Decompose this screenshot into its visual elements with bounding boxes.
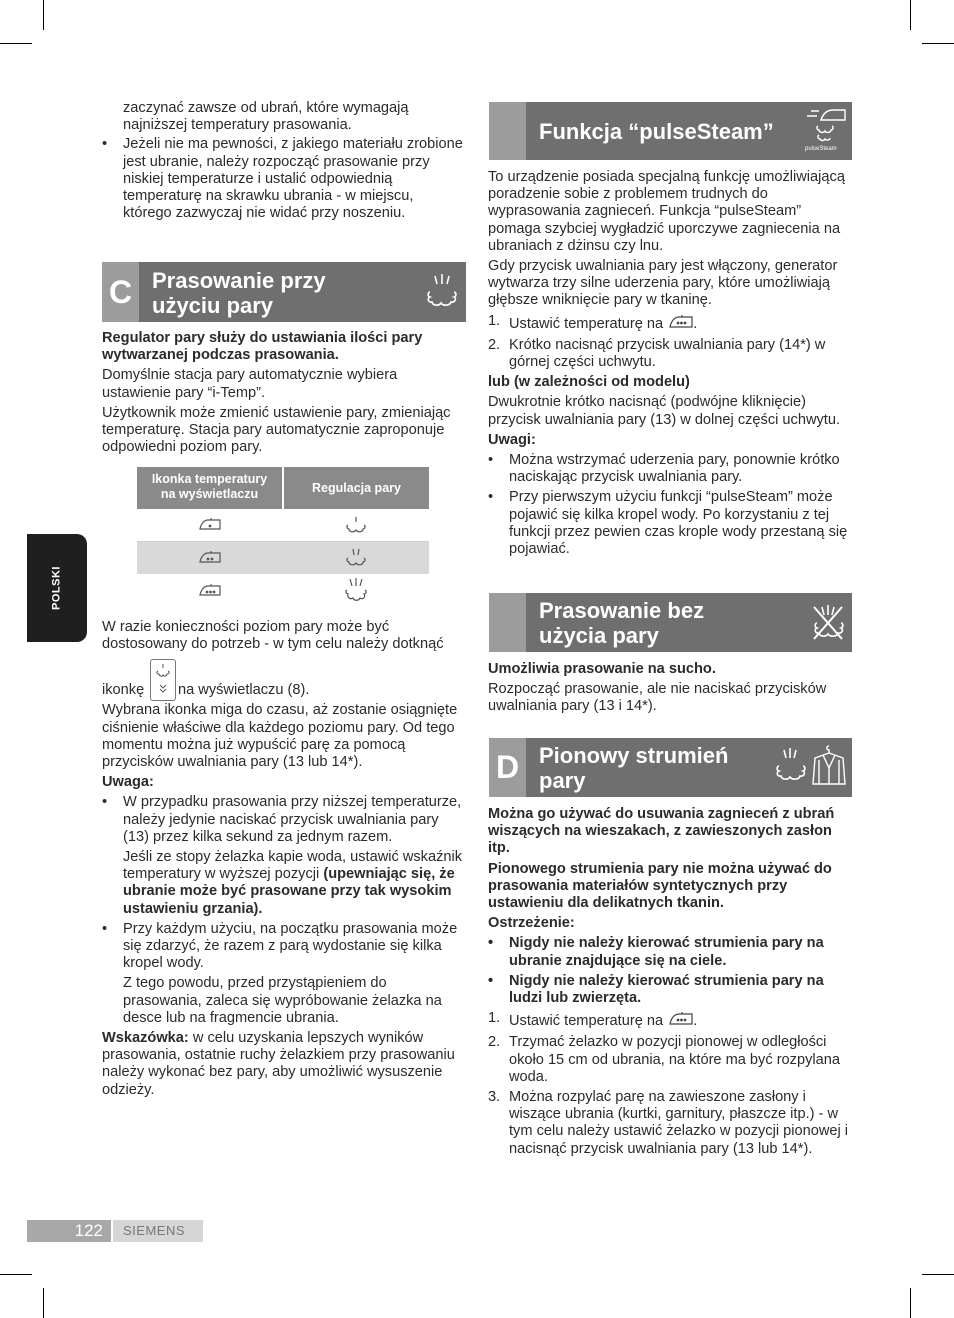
warning-label: Ostrzeżenie: xyxy=(488,915,575,932)
pulse-paragraph-3: Dwukrotnie krótko nacisnąć (podwójne kliknięcie) przycisk uwalniania pary (13) w dolnej części uchwytu. xyxy=(488,394,841,428)
crop-mark xyxy=(43,1288,44,1318)
dry-ironing-body xyxy=(488,661,852,716)
warning-2-text: Nigdy nie należy kierować strumienia pary na ludzi lub zwierzęta. xyxy=(509,972,824,1007)
section-d-title xyxy=(539,743,728,793)
dry-ironing-title-line1: Prasowanie bez xyxy=(539,598,705,623)
crop-mark xyxy=(43,0,44,30)
vertical-steam-icon xyxy=(773,746,807,791)
tip-label: Wskazówka: xyxy=(102,1030,189,1047)
c-paragraph-4: Wybrana ikonka miga do czasu, aż zostanie osiągnięte ciśnienie właściwe dla każdego poziomu pary. Od tego momentu można już wypuścić parę za pomocą przycisków uwalniania pary (13 lub 14*). xyxy=(102,702,458,771)
pulse-note-2: • Przy pierwszym użyciu funkcji “pulseSteam” może pojawić się kilka kropel wody. Po korzystaniu z tej funkcji przez pewien czas krople wody przestaną się pojawiać. xyxy=(488,489,848,558)
pulsesteam-title: Funkcja “pulseSteam” xyxy=(539,119,774,144)
c-icon-prefix: ikonkę xyxy=(102,682,145,699)
intro-bullet: • Jeżeli nie ma pewności, z jakiego materiału zrobione jest ubranie, należy rozpocząć prasowanie przy niskiej temperaturze i ustalić odpowiednią temperaturę na skrawku ubrania - w miejscu, którego zazwyczaj nie widać przy noszeniu. xyxy=(102,136,463,222)
table-header-temperature-line1: Ikonka temperatury xyxy=(151,472,268,486)
table-header-temperature xyxy=(137,467,282,509)
page-footer xyxy=(27,1220,203,1242)
steam-toggle-button-icon xyxy=(150,659,176,701)
d-step-1: 1. Ustawić temperaturę na . xyxy=(488,1010,852,1031)
left-column xyxy=(102,100,466,222)
pulse-step-1: 1. Ustawić temperaturę na . xyxy=(488,313,852,334)
uwaga-bullet-2: • Przy każdym użyciu, na początku prasowania może się zdarzyć, że razem z parą wydostanie się kilka kropel wody. xyxy=(102,920,458,972)
no-steam-icon xyxy=(811,603,845,648)
warning-2: • Nigdy nie należy kierować strumienia pary na ludzi lub zwierzęta. xyxy=(488,972,824,1007)
steam-icon xyxy=(424,272,460,312)
pulse-notes-label: Uwagi: xyxy=(488,431,536,448)
iron-3-dots-icon xyxy=(199,583,221,602)
language-side-tab xyxy=(27,534,87,642)
uwaga-bullet-2-text: Przy każdym użyciu, na początku prasowania może się zdarzyć, że razem z parą wydostanie się kilka kropel wody. xyxy=(123,920,458,972)
pulsesteam-body xyxy=(488,169,852,558)
pulse-step-2-text: Krótko nacisnąć przycisk uwalniania pary (14*) w górnej części uchwytu. xyxy=(509,336,826,371)
section-c-header xyxy=(102,262,466,322)
pulse-note-1: • Można wstrzymać uderzenia pary, ponownie krótko naciskając przycisk uwalniania pary. xyxy=(488,452,840,486)
table-row xyxy=(137,542,429,574)
d-step-3-text: Można rozpylać parę na zawieszone zasłony i wiszące ubrania (kurtki, garnitury, płaszcze itp.) - w tym celu należy ustawić żelazko w pozycji pionowej i nacisnąć przycisk uwalniania pary (13 lub 14*). xyxy=(509,1089,849,1157)
iron-2-dots-icon xyxy=(199,550,221,569)
section-c-title-line2: użyciu pary xyxy=(152,293,274,318)
c-paragraph-2: Użytkownik może zmienić ustawienie pary, zmieniając temperaturę. Stacja pary automatycznie zaproponuje odpowiedni poziom pary. xyxy=(102,404,451,456)
crop-mark xyxy=(910,1288,911,1318)
iron-3-dots-icon xyxy=(669,313,693,334)
crop-mark xyxy=(910,0,911,30)
tip xyxy=(102,1030,466,1099)
d-bold-1: Można go używać do usuwania zagnieceń z ubrań wiszących na wieszakach, z zawieszonych zasłon itp. xyxy=(488,806,835,857)
uwaga-label: Uwaga: xyxy=(102,774,154,791)
section-d-body xyxy=(488,806,852,1158)
language-label: POLSKI xyxy=(50,566,63,610)
steam-level-2-icon xyxy=(345,547,367,574)
section-c-letter: C xyxy=(102,262,139,322)
section-d-title-line2: pary xyxy=(539,768,586,793)
page-number: 122 xyxy=(27,1220,111,1242)
section-c-title xyxy=(152,268,326,318)
iron-3-dots-icon xyxy=(669,1010,693,1031)
dry-ironing-tab xyxy=(489,593,526,652)
pulse-step-1-text: Ustawić temperaturę na xyxy=(509,315,664,332)
section-d-letter: D xyxy=(489,738,526,797)
uwaga-bullet-1: • W przypadku prasowania przy niższej temperaturze, należy jedynie naciskać przycisk uwalniania pary (13) przez kilka sekund za jednym razem. xyxy=(102,794,462,845)
table-row xyxy=(137,575,429,607)
dry-ironing-title-line2: użycia pary xyxy=(539,623,659,648)
crop-mark xyxy=(922,1274,954,1275)
table-row xyxy=(137,509,429,542)
pulsesteam-tab xyxy=(489,102,526,160)
pulse-paragraph-2: Gdy przycisk uwalniania pary jest włączony, generator wytwarza trzy silne uderzenia pary, które umożliwiają głębsze wniknięcie pary w tkaninę. xyxy=(488,258,838,309)
d-bold-2: Pionowego strumienia pary nie można używać do prasowania materiałów syntetycznych przy ustawieniu dla delikatnych tkanin. xyxy=(488,860,832,912)
intro-continuation: zaczynać zawsze od ubrań, które wymagają najniższej temperatury prasowania. xyxy=(123,100,409,134)
section-c-body xyxy=(102,330,466,456)
crop-mark xyxy=(0,1274,32,1275)
pulse-note-2-text: Przy pierwszym użyciu funkcji “pulseSteam” może pojawić się kilka kropel wody. Po korzystaniu z tej funkcji przez pewien czas krople wody przestaną się pojawiać. xyxy=(509,489,848,558)
section-d-title-line1: Pionowy strumień xyxy=(539,743,729,768)
uwaga-bullet-1-cont xyxy=(102,849,466,918)
c-paragraph-3: W razie konieczności poziom pary może być dostosowany do potrzeb - w tym celu należy dotknąć xyxy=(102,619,444,653)
pulsesteam-header xyxy=(489,102,852,160)
warning-1: • Nigdy nie należy kierować strumienia pary na ubranie znajdujące się na ciele. xyxy=(488,935,824,969)
steam-level-1-icon xyxy=(345,515,367,540)
pulsesteam-icon-label: pulseSteam xyxy=(805,146,837,152)
section-c-body-2 xyxy=(102,619,466,1099)
intro-bullet-text: Jeżeli nie ma pewności, z jakiego materiału zrobione jest ubranie, należy rozpocząć prasowanie przy niskiej temperaturze i ustalić odpowiednią temperaturę na skrawku ubrania - w miejscu, którego zazwyczaj nie widać przy noszeniu. xyxy=(123,136,463,222)
c-paragraph-1: Domyślnie stacja pary automatycznie wybiera ustawienie pary “i-Temp”. xyxy=(102,367,398,401)
dry-paragraph: Rozpocząć prasowanie, ale nie naciskać przycisków uwalniania pary (13 i 14*). xyxy=(488,681,827,715)
steam-level-3-icon xyxy=(344,577,368,608)
c-icon-line xyxy=(102,653,466,699)
hanging-garment-icon xyxy=(811,744,847,793)
pulsesteam-icon xyxy=(803,106,849,156)
table-header-temperature-line2: na wyświetlaczu xyxy=(160,487,259,501)
dry-bold: Umożliwia prasowanie na sucho. xyxy=(488,661,716,677)
c-icon-suffix: na wyświetlaczu (8). xyxy=(178,682,310,699)
section-d-header xyxy=(489,738,852,797)
uwaga-bullet-1-text: W przypadku prasowania przy niższej temperaturze, należy jedynie naciskać przycisk uwalniania pary (13) przez kilka sekund za jednym razem. xyxy=(123,794,462,845)
warning-1-text: Nigdy nie należy kierować strumienia pary na ubranie znajdujące się na ciele. xyxy=(509,935,824,969)
crop-mark xyxy=(0,43,32,44)
pulse-step-2: 2. Krótko nacisnąć przycisk uwalniania pary (14*) w górnej części uchwytu. xyxy=(488,336,826,371)
dry-ironing-title xyxy=(539,598,704,648)
iron-1-dot-icon xyxy=(199,517,221,536)
table-header-steam xyxy=(284,467,429,509)
dry-ironing-header xyxy=(489,593,852,652)
table-header-steam-label: Regulacja pary xyxy=(312,481,401,495)
uwaga-bullet-1-bold: (upewniając się, że ubranie może być prasowane przy tak wysokim ustawieniu grzania). xyxy=(123,866,455,917)
section-c-title-line1: Prasowanie przy xyxy=(152,268,326,293)
d-step-3: 3. Można rozpylać parę na zawieszone zasłony i wiszące ubrania (kurtki, garnitury, płaszcze itp.) - w tym celu należy ustawić żelazko w pozycji pionowej i nacisnąć przycisk uwalniania pary (13 lub 14*). xyxy=(488,1089,849,1157)
uwaga-bullet-2-cont: Z tego powodu, przed przystąpieniem do prasowania, zaleca się wypróbowanie żelazka na desce lub na fragmencie ubrania. xyxy=(123,975,442,1026)
steam-table xyxy=(137,467,429,607)
d-step-2: 2. Trzymać żelazko w pozycji pionowej w odległości około 15 cm od ubrania, na które ma być rozpylana woda. xyxy=(488,1034,840,1085)
tip-text: w celu uzyskania lepszych wyników prasowania, ostatnie ruchy żelazkiem przy prasowaniu należy wykonać bez pary, aby umożliwić wysuszenie odzieży. xyxy=(102,1030,455,1098)
pulse-note-1-text: Można wstrzymać uderzenia pary, ponownie krótko naciskając przycisk uwalniania pary. xyxy=(509,452,840,486)
crop-mark xyxy=(922,43,954,44)
d-step-2-text: Trzymać żelazko w pozycji pionowej w odległości około 15 cm od ubrania, na które ma być rozpylana woda. xyxy=(509,1034,840,1085)
pulse-or: lub (w zależności od modelu) xyxy=(488,374,690,391)
d-step-1-text: Ustawić temperaturę na xyxy=(509,1013,664,1030)
brand-label: SIEMENS xyxy=(113,1220,203,1242)
c-intro-bold: Regulator pary służy do ustawiania ilości pary wytwarzanej podczas prasowania. xyxy=(102,330,423,364)
pulse-paragraph-1: To urządzenie posiada specjalną funkcję umożliwiającą poradzenie sobie z problemem trudnych do wyprasowania zagnieceń. Funkcja “pulseSteam” pomaga szybciej wygładzić uporczywe zagniecenia na ubraniach z dżinsu czy lnu. xyxy=(488,169,845,254)
uwaga-bullet-1-cont-text: Jeśli ze stopy żelazka kapie woda, ustawić wskaźnik temperatury w wyższej pozycji xyxy=(123,849,463,883)
